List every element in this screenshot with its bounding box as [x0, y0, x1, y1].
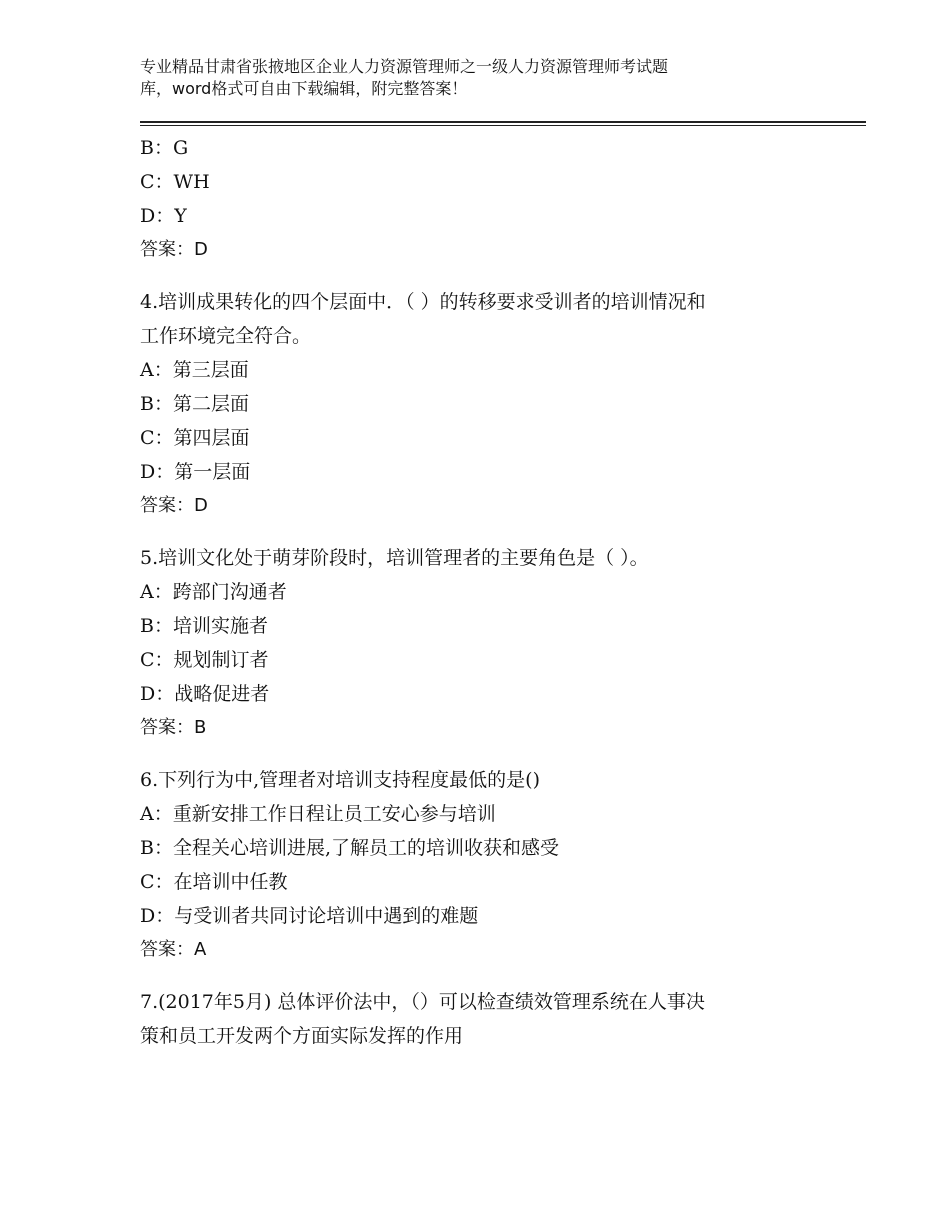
question-text: 5.培训文化处于萌芽阶段时，培训管理者的主要角色是（ ）。 — [140, 547, 649, 569]
option-c: C：第四层面 — [140, 427, 250, 449]
option-b: B：第二层面 — [140, 393, 249, 415]
option-c: C：规划制订者 — [140, 649, 269, 671]
question-text: 4.培训成果转化的四个层面中．（ ）的转移要求受训者的培训情况和 — [140, 291, 706, 313]
header-line-2: 库，word格式可自由下载编辑，附完整答案！ — [140, 79, 468, 98]
question-text: 工作环境完全符合。 — [140, 325, 312, 347]
option-b: B：G — [140, 137, 189, 159]
option-d: D：与受训者共同讨论培训中遇到的难题 — [140, 905, 479, 927]
question-3-continued — [140, 131, 840, 267]
option-d: D：Y — [140, 205, 187, 227]
option-a: A：跨部门沟通者 — [140, 581, 287, 603]
question-5 — [140, 541, 840, 745]
option-b: B：培训实施者 — [140, 615, 268, 637]
answer-line: 答案：A — [140, 939, 207, 960]
option-a: A：重新安排工作日程让员工安心参与培训 — [140, 803, 496, 825]
option-c: C：WH — [140, 171, 210, 193]
question-list — [140, 131, 840, 1053]
question-text: 7.(2017年5月) 总体评价法中，（）可以检查绩效管理系统在人事决 — [140, 991, 705, 1013]
header-rule-thin — [140, 125, 866, 126]
option-d: D：战略促进者 — [140, 683, 270, 705]
header-line-1: 专业精品甘肃省张掖地区企业人力资源管理师之一级人力资源管理师考试题 — [140, 57, 669, 76]
answer-line: 答案：B — [140, 717, 207, 738]
answer-line: 答案：D — [140, 239, 208, 260]
option-a: A：第三层面 — [140, 359, 249, 381]
answer-line: 答案：D — [140, 495, 208, 516]
question-7 — [140, 985, 840, 1053]
option-c: C：在培训中任教 — [140, 871, 288, 893]
question-4 — [140, 285, 840, 523]
question-text: 策和员工开发两个方面实际发挥的作用 — [140, 1025, 464, 1047]
option-b: B：全程关心培训进展,了解员工的培训收获和感受 — [140, 837, 560, 859]
option-d: D：第一层面 — [140, 461, 251, 483]
question-6 — [140, 763, 840, 967]
document-header — [140, 56, 820, 100]
question-text: 6.下列行为中,管理者对培训支持程度最低的是() — [140, 769, 540, 791]
header-rule-thick — [140, 121, 866, 123]
